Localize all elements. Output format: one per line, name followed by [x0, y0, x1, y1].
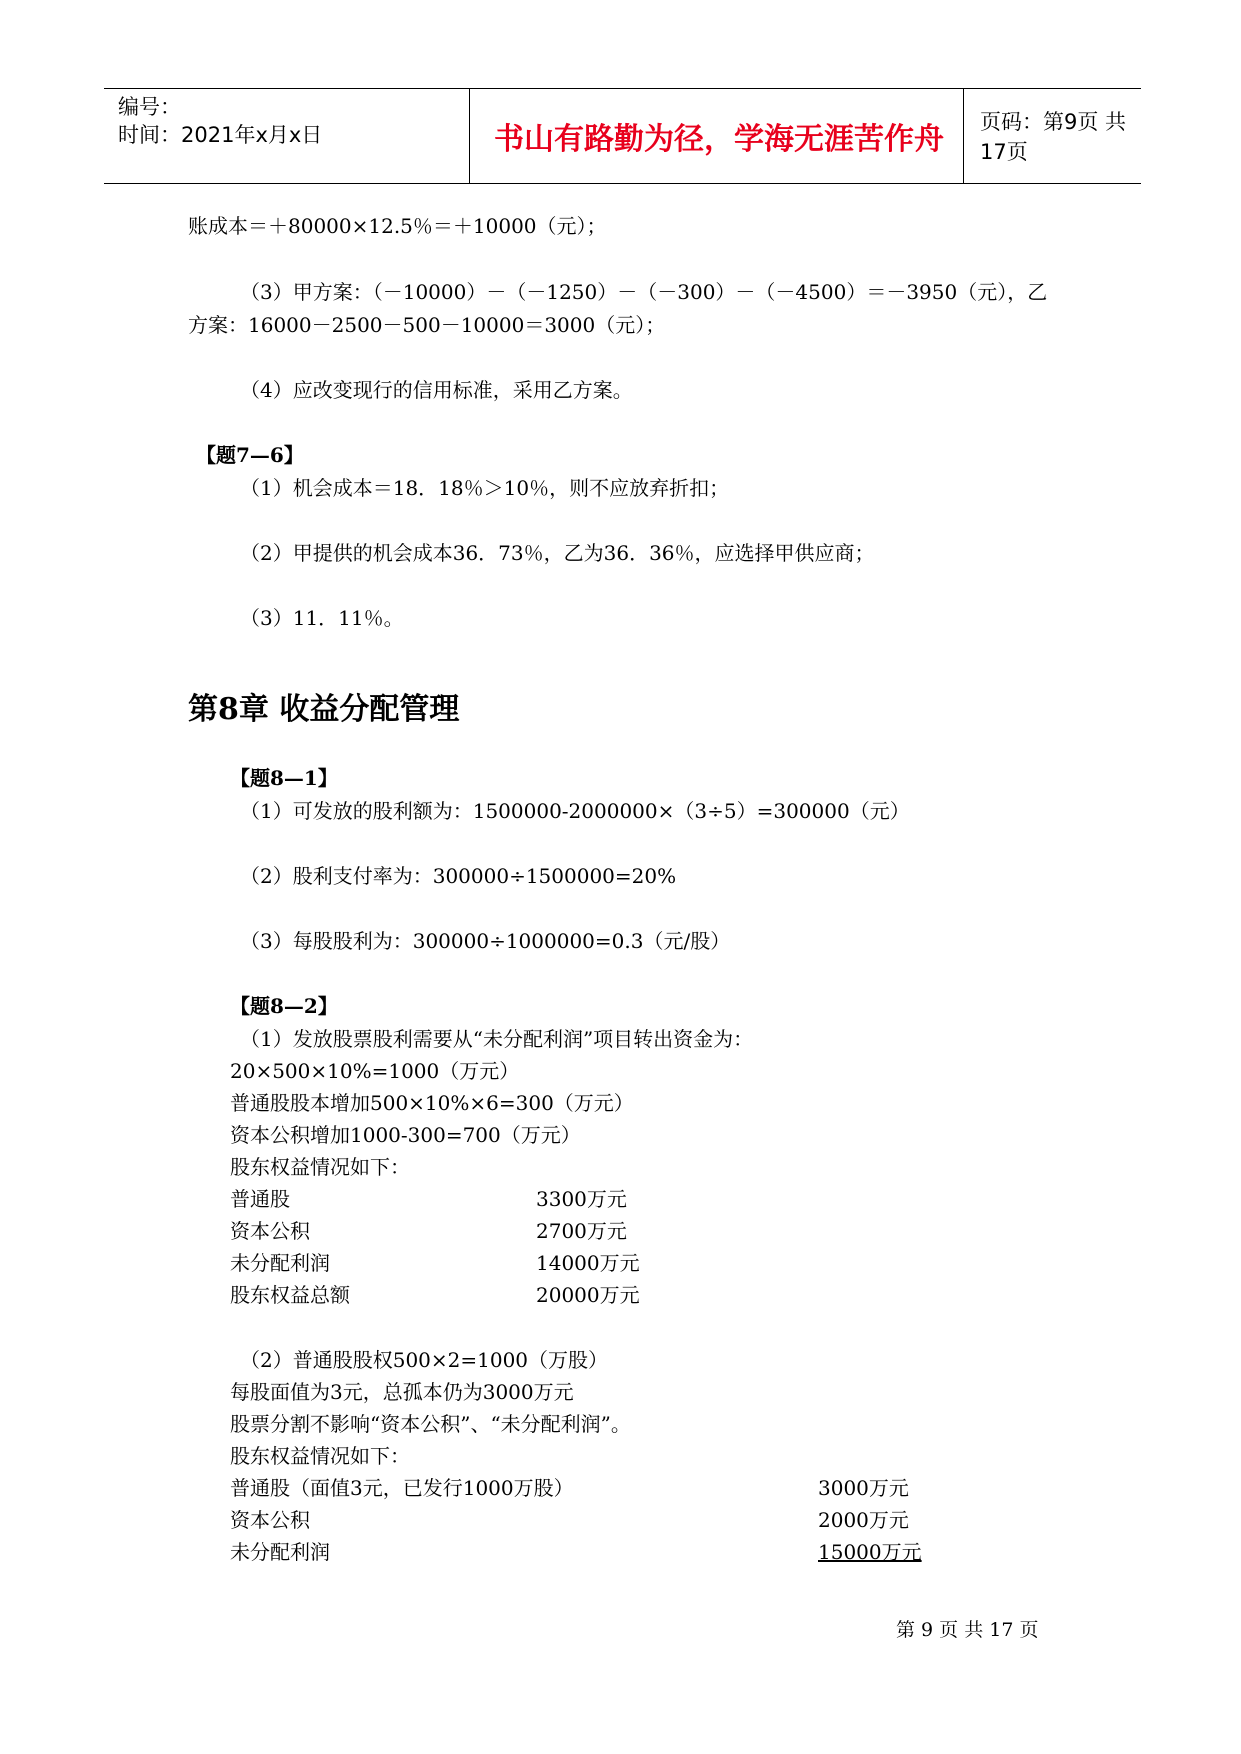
body-line: （2）甲提供的机会成本36．73％，乙为36．36％，应选择甲供应商； — [240, 541, 875, 565]
page-header — [104, 88, 1141, 184]
chapter-title: 第8章 收益分配管理 — [188, 692, 460, 727]
question-heading: 【题8—2】 — [230, 994, 338, 1018]
equity-label: 未分配利润 — [230, 1251, 330, 1275]
body-line: （3）11．11％。 — [240, 606, 404, 630]
document-time-label: 时间：2021年x月x日 — [118, 123, 323, 147]
equity-value: 2000万元 — [818, 1508, 909, 1532]
answer-line: 股票分割不影响“资本公积”、“未分配利润”。 — [230, 1412, 631, 1436]
body-line: 方案：16000－2500－500－10000＝3000（元）； — [188, 313, 666, 337]
equity-label: 股东权益总额 — [230, 1283, 350, 1307]
equity-label: 资本公积 — [230, 1508, 310, 1532]
answer-line: 股东权益情况如下： — [230, 1444, 410, 1468]
body-line: （1）机会成本＝18．18％＞10％，则不应放弃折扣； — [240, 476, 730, 500]
equity-label: 普通股（面值3元，已发行1000万股） — [230, 1476, 574, 1500]
equity-value: 15000万元 — [818, 1540, 922, 1564]
answer-line: （1）发放股票股利需要从“未分配利润”项目转出资金为： — [240, 1027, 754, 1051]
equity-value: 20000万元 — [536, 1283, 640, 1307]
document-number-label: 编号： — [118, 95, 181, 119]
answer-line: 股东权益情况如下： — [230, 1155, 410, 1179]
equity-label: 未分配利润 — [230, 1540, 330, 1564]
question-heading: 【题8—1】 — [230, 766, 338, 790]
equity-value: 2700万元 — [536, 1219, 627, 1243]
equity-label: 资本公积 — [230, 1219, 310, 1243]
equity-value: 3000万元 — [818, 1476, 909, 1500]
answer-item: （1）可发放的股利额为：1500000-2000000×（3÷5）=300000（元） — [240, 799, 910, 823]
equity-value: 3300万元 — [536, 1187, 627, 1211]
answer-item: （3）每股股利为：300000÷1000000=0.3（元/股） — [240, 929, 731, 953]
header-divider — [963, 89, 964, 183]
answer-line: （2）普通股股权500×2=1000（万股） — [240, 1348, 609, 1372]
answer-line: 每股面值为3元，总孤本仍为3000万元 — [230, 1380, 574, 1404]
equity-label: 普通股 — [230, 1187, 290, 1211]
body-line: （3）甲方案：（－10000）－（－1250）－（－300）－（－4500）＝－3950（元），乙 — [240, 280, 1048, 304]
header-divider — [469, 89, 470, 183]
body-line: 账成本＝＋80000×12.5％＝＋10000（元）； — [188, 214, 607, 238]
body-line: （4）应改变现行的信用标准，采用乙方案。 — [240, 378, 633, 402]
question-heading: 【题7—6】 — [196, 443, 304, 467]
answer-line: 普通股股本增加500×10%×6=300（万元） — [230, 1091, 634, 1115]
header-page-info: 页码：第9页 共17页 — [980, 110, 1127, 164]
answer-line: 20×500×10%=1000（万元） — [230, 1059, 520, 1083]
header-meta — [118, 93, 322, 149]
answer-item: （2）股利支付率为：300000÷1500000=20% — [240, 864, 677, 888]
page-footer: 第 9 页 共 17 页 — [896, 1619, 1039, 1641]
header-motto: 书山有路勤为径，学海无涯苦作舟 — [494, 122, 944, 157]
equity-value: 14000万元 — [536, 1251, 640, 1275]
answer-line: 资本公积增加1000-300=700（万元） — [230, 1123, 581, 1147]
